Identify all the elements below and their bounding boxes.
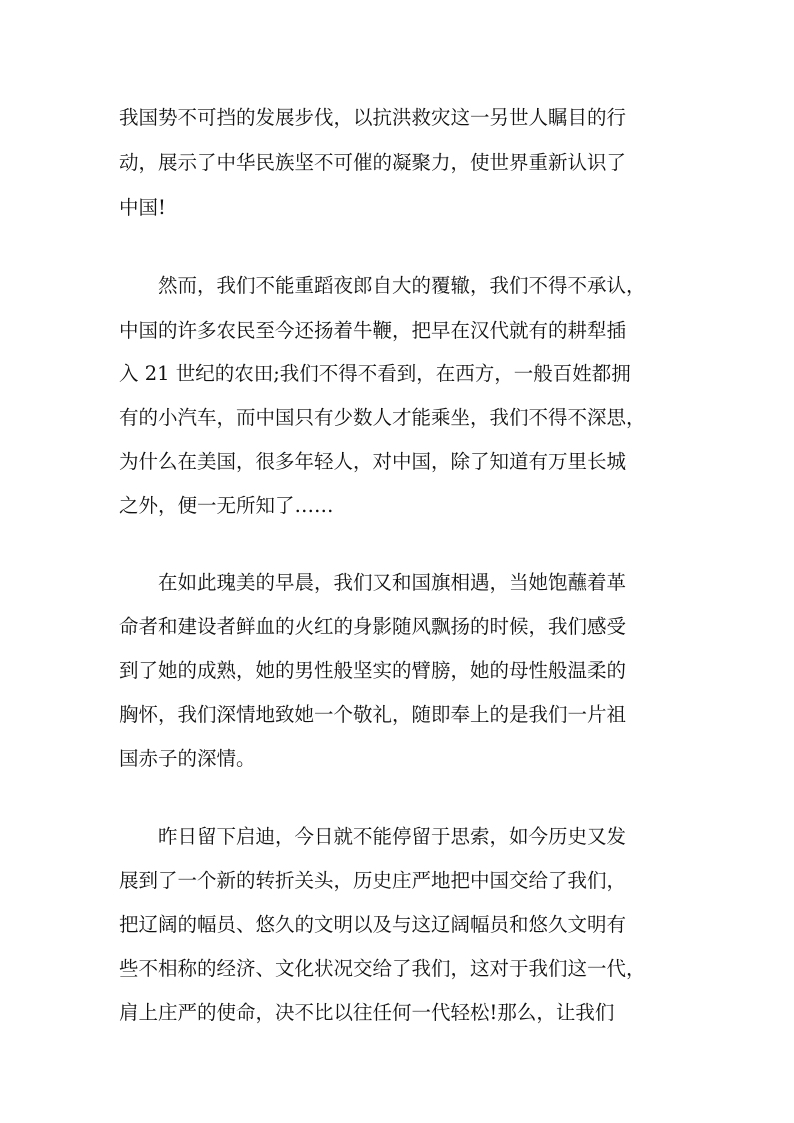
text-line: 胸怀，我们深情地致她一个敬礼，随即奉上的是我们一片祖 — [119, 703, 627, 726]
text-line: 肩上庄严的使命，决不比以往任何一代轻松!那么，让我们 — [119, 1001, 615, 1024]
text-line: 有的小汽车，而中国只有少数人才能乘坐，我们不得不深思， — [119, 406, 646, 429]
text-line: 我国势不可挡的发展步伐，以抗洪救灾这一另世人瞩目的行 — [119, 106, 627, 129]
text-line: 为什么在美国，很多年轻人，对中国，除了知道有万里长城 — [119, 450, 627, 473]
text-line: 中国! — [119, 196, 166, 219]
text-line: 入 21 世纪的农田;我们不得不看到，在西方，一般百姓都拥 — [119, 362, 631, 385]
text-line: 然而，我们不能重蹈夜郎自大的覆辙，我们不得不承认， — [119, 274, 646, 297]
text-line: 些不相称的经济、文化状况交给了我们，这对于我们这一代， — [119, 957, 646, 980]
text-line: 昨日留下启迪，今日就不能停留于思索，如今历史又发 — [119, 825, 627, 848]
text-line: 命者和建设者鲜血的火红的身影随风飘扬的时候，我们感受 — [119, 615, 627, 638]
text-line: 中国的许多农民至今还扬着牛鞭，把早在汉代就有的耕犁插 — [119, 319, 627, 342]
text-line: 到了她的成熟，她的男性般坚实的臂膀，她的母性般温柔的 — [119, 659, 627, 682]
text-line: 在如此瑰美的早晨，我们又和国旗相遇，当她饱蘸着革 — [119, 571, 627, 594]
text-line: 之外，便一无所知了…… — [119, 494, 334, 517]
text-line: 把辽阔的幅员、悠久的文明以及与这辽阔幅员和悠久文明有 — [119, 913, 627, 936]
text-line: 动，展示了中华民族坚不可催的凝聚力，使世界重新认识了 — [119, 151, 627, 174]
text-line: 展到了一个新的转折关头，历史庄严地把中国交给了我们， — [119, 869, 627, 892]
text-line: 国赤子的深情。 — [119, 747, 256, 770]
